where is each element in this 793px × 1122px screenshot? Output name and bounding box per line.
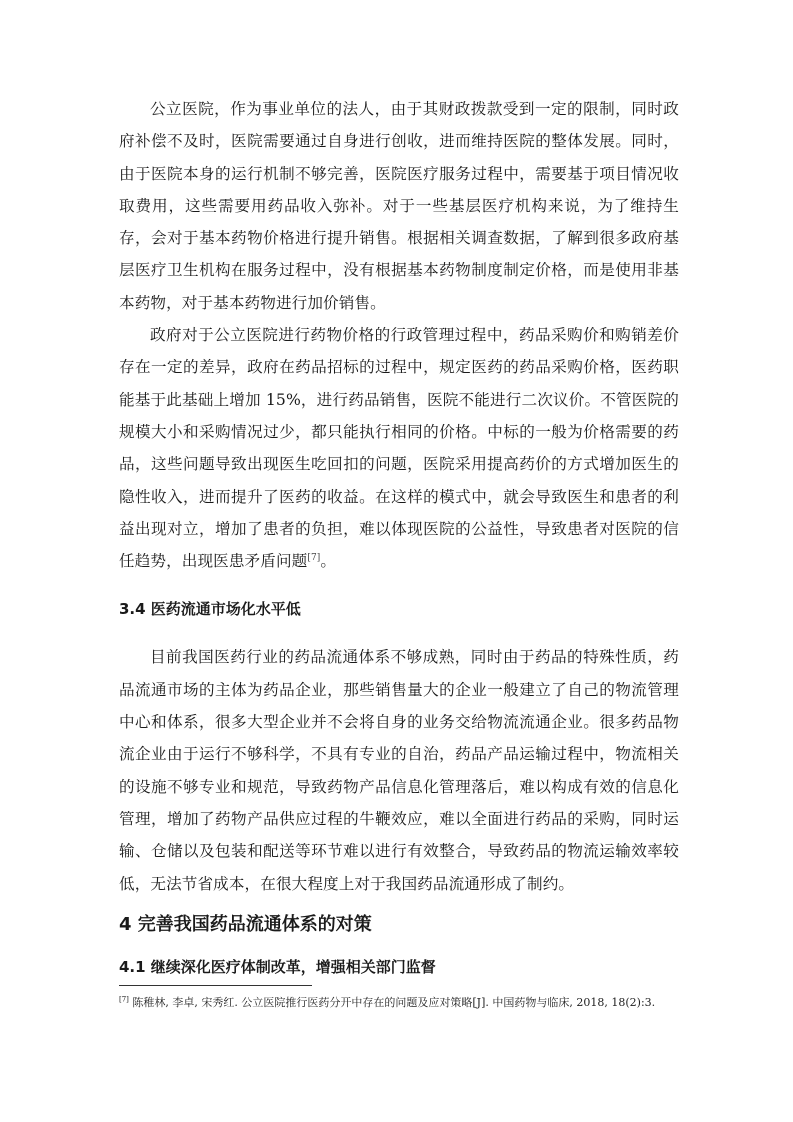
chapter-heading-4: 4 完善我国药品流通体系的对策 xyxy=(119,913,372,935)
footnote xyxy=(119,993,675,1013)
footnote-text: 陈稚林, 李卓, 宋秀红. 公立医院推行医药分开中存在的问题及应对策略[J]. 中国药物与临床, 2018, 18(2):3. xyxy=(128,996,656,1009)
paragraph-logistics-market xyxy=(119,641,679,899)
body-text xyxy=(119,93,679,977)
citation-marker[interactable]: [7] xyxy=(307,552,321,563)
section-heading-4-1: 4.1 继续深化医疗体制改革，增强相关部门监督 xyxy=(119,957,436,976)
paragraph-text: 政府对于公立医院进行药物价格的行政管理过程中，药品采购价和购销差价存在一定的差异，政府在药品招标的过程中，规定医药的药品采购价格，医药职能基于此基础上增加 15%，进行药品销售，医院不能进行二次议价。不管医院的规模大小和采购情况过少，都只能执行相同的价格。中标的一般为价格需要的药品，这些问题导致出现医生吃回扣的问题，医院采用提高药价的方式增加医生的隐性收入，进而提升了医药的收益。在这样的模式中，就会导致医生和患者的利益出现对立，增加了患者的负担，难以体现医院的公益性，导致患者对医院的信任趋势，出现医患矛盾问题 xyxy=(119,326,679,571)
paragraph-public-hospital-funding xyxy=(119,93,679,319)
footnote-marker: [7] xyxy=(119,995,129,1004)
paragraph-drug-price-management xyxy=(119,319,679,577)
section-heading-3-4: 3.4 医药流通市场化水平低 xyxy=(119,600,301,619)
footnote-divider xyxy=(119,985,312,986)
paragraph-text: 目前我国医药行业的药品流通体系不够成熟，同时由于药品的特殊性质，药品流通市场的主体为药品企业，那些销售量大的企业一般建立了自己的物流管理中心和体系，很多大型企业并不会将自身的业务交给物流流通企业。很多药品物流企业由于运行不够科学，不具有专业的自治，药品产品运输过程中，物流相关的设施不够专业和规范，导致药物产品信息化管理落后，难以构成有效的信息化管理，增加了药物产品供应过程的牛鞭效应，难以全面进行药品的采购，同时运输、仓储以及包装和配送等环节难以进行有效整合，导致药品的物流运输效率较低，无法节省成本，在很大程度上对于我国药品流通形成了制约。 xyxy=(119,648,679,893)
paragraph-end: 。 xyxy=(320,552,337,571)
paragraph-text: 公立医院，作为事业单位的法人，由于其财政拨款受到一定的限制，同时政府补偿不及时，医院需要通过自身进行创收，进而维持医院的整体发展。同时，由于医院本身的运行机制不够完善，医院医疗服务过程中，需要基于项目情况收取费用，这些需要用药品收入弥补。对于一些基层医疗机构来说，为了维持生存，会对于基本药物价格进行提升销售。根据相关调查数据，了解到很多政府基层医疗卫生机构在服务过程中，没有根据基本药物制度制定价格，而是使用非基本药物，对于基本药物进行加价销售。 xyxy=(119,100,679,312)
